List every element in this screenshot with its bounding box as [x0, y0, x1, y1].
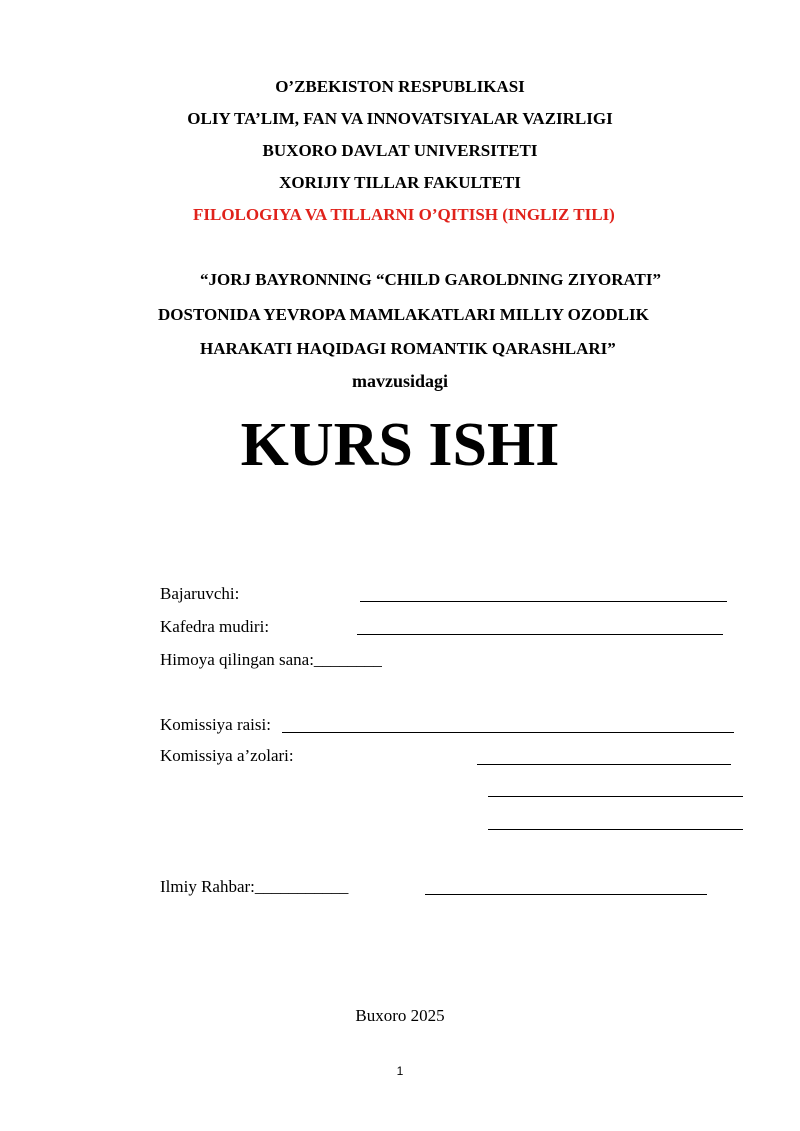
topic-line-1: “JORJ BAYRONNING “CHILD GAROLDNING ZIYORATI” [200, 270, 661, 289]
topic-line-2: DOSTONIDA YEVROPA MAMLAKATLARI MILLIY OZODLIK [158, 305, 649, 324]
komissiya-member-line-1 [477, 764, 731, 765]
kafedra-mudiri-signature-line [357, 634, 723, 635]
ilmiy-rahbar-signature-line [425, 894, 707, 895]
komissiya-azolari-label: Komissiya a’zolari: [160, 746, 294, 765]
komissiya-raisi-signature-line [282, 732, 734, 733]
ilmiy-rahbar-label: Ilmiy Rahbar:___________ [160, 877, 349, 896]
header-republic: O’ZBEKISTON RESPUBLIKASI [275, 77, 525, 96]
komissiya-member-line-3 [488, 829, 743, 830]
bajaruvchi-label: Bajaruvchi: [160, 584, 240, 603]
komissiya-member-line-2 [488, 796, 743, 797]
topic-line-3: HARAKATI HAQIDAGI ROMANTIK QARASHLARI” [200, 339, 616, 358]
bajaruvchi-signature-line [360, 601, 727, 602]
page-number: 1 [396, 1064, 404, 1078]
header-ministry: OLIY TA’LIM, FAN VA INNOVATSIYALAR VAZIRLIGI [187, 109, 613, 128]
kafedra-mudiri-label: Kafedra mudiri: [160, 617, 270, 636]
document-type-title: KURS ISHI [240, 411, 560, 479]
himoya-sana-label: Himoya qilingan sana:________ [160, 650, 382, 669]
komissiya-raisi-label: Komissiya raisi: [160, 715, 271, 734]
header-department: FILOLOGIYA VA TILLARNI O’QITISH (INGLIZ TILI) [193, 205, 615, 224]
topic-suffix: mavzusidagi [351, 371, 448, 391]
city-year: Buxoro 2025 [355, 1006, 445, 1025]
header-university: BUXORO DAVLAT UNIVERSITETI [262, 141, 538, 160]
header-faculty: XORIJIY TILLAR FAKULTETI [279, 173, 521, 192]
